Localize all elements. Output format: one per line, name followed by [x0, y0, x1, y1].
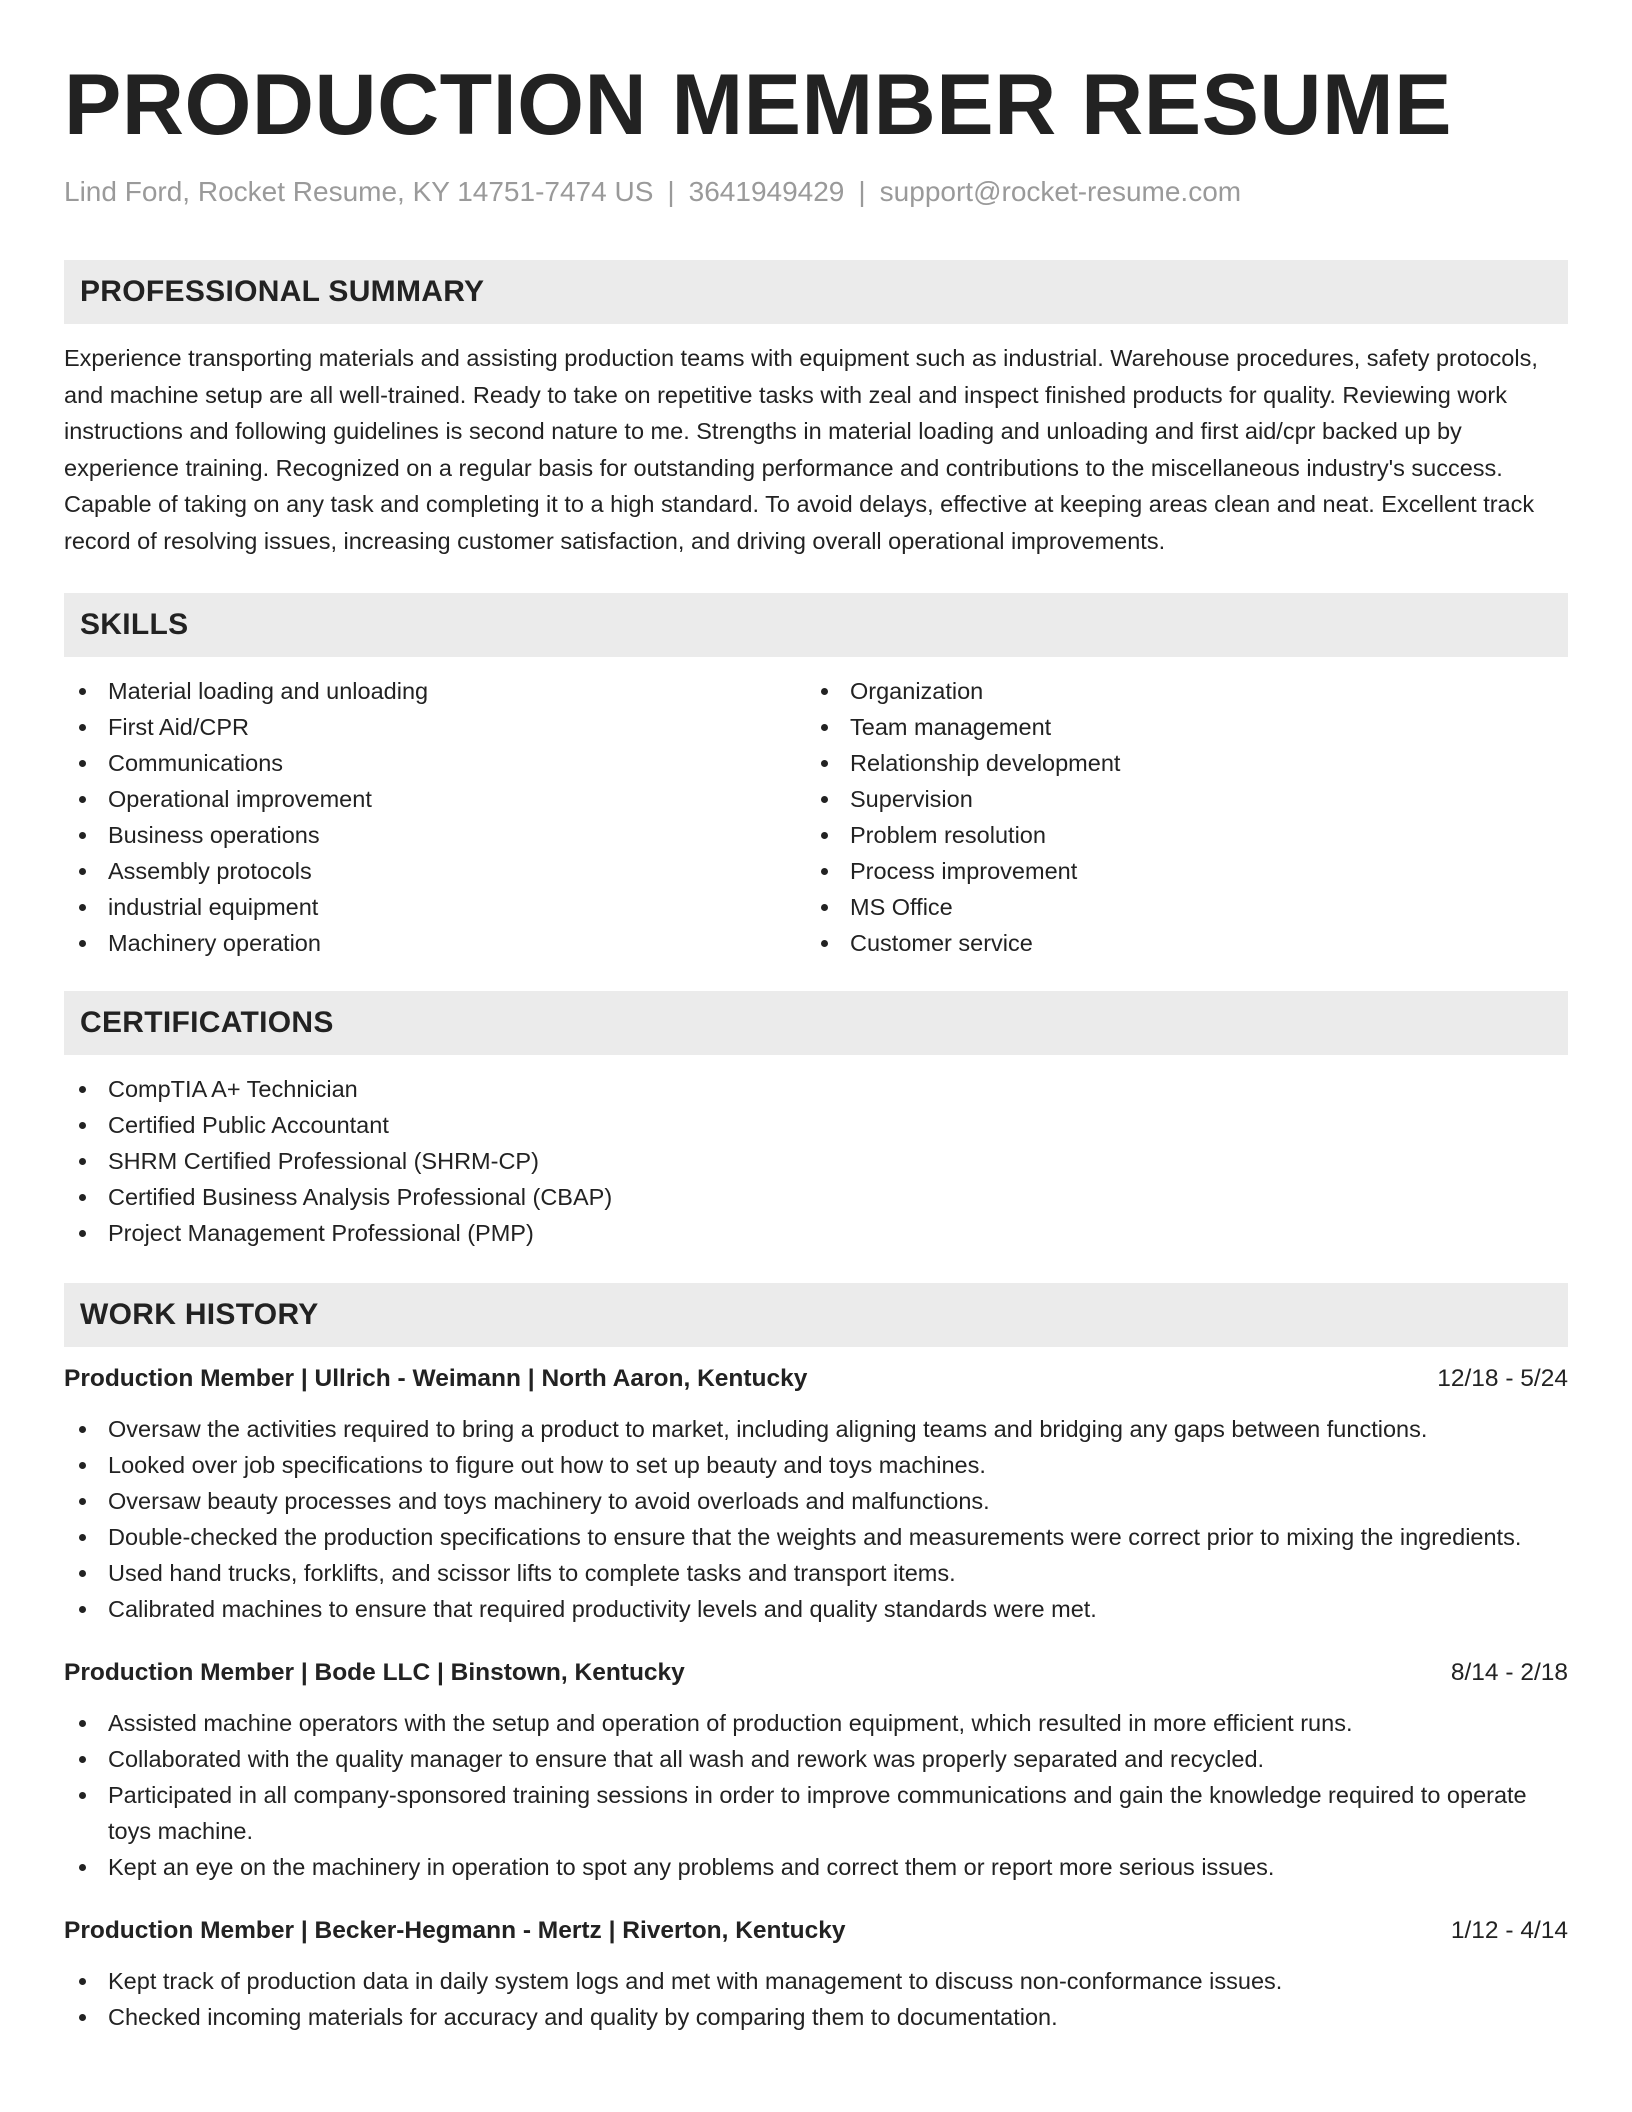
contact-email: support@rocket-resume.com	[879, 176, 1242, 207]
summary-text: Experience transporting materials and assisting production teams with equipment such as industrial. Warehouse procedures, safety protocols, and machine setup are all well-trained. Ready to take on repetitive tasks with zeal and inspect finished products for quality. Reviewing work instructions and following guidelines is second nature to me. Strengths in material loading and unloading and first aid/cpr backed up by experience training. Recognized on a regular basis for outstanding performance and contributions to the miscellaneous industry's success. Capable of taking on any task and completing it to a high standard. To avoid delays, effective at keeping areas clean and neat. Excellent track record of resolving issues, increasing customer satisfaction, and driving overall operational improvements.	[64, 345, 1538, 554]
skill-item: Assembly protocols	[64, 853, 806, 889]
job-title: Production Member | Ullrich - Weimann | North Aaron, Kentucky	[64, 1365, 808, 1392]
section-heading-certifications: CERTIFICATIONS	[64, 991, 1568, 1055]
skill-item: Customer service	[806, 925, 1548, 961]
job-bullet: Collaborated with the quality manager to ensure that all wash and rework was properly separated and recycled.	[64, 1741, 1568, 1777]
job-header	[64, 1917, 1568, 1945]
skill-item: Process improvement	[806, 853, 1548, 889]
section-heading-summary: PROFESSIONAL SUMMARY	[64, 260, 1568, 324]
skill-item: First Aid/CPR	[64, 709, 806, 745]
job-bullet: Looked over job specifications to figure out how to set up beauty and toys machines.	[64, 1447, 1568, 1483]
job-bullet: Oversaw the activities required to bring a product to market, including aligning teams and bridging any gaps between functions.	[64, 1411, 1568, 1447]
certification-item: CompTIA A+ Technician	[64, 1071, 1568, 1107]
job-bullet: Calibrated machines to ensure that required productivity levels and quality standards were met.	[64, 1591, 1568, 1627]
job-header	[64, 1365, 1568, 1393]
skill-item: Team management	[806, 709, 1548, 745]
job-bullet: Oversaw beauty processes and toys machinery to avoid overloads and malfunctions.	[64, 1483, 1568, 1519]
contact-separator: |	[858, 176, 866, 207]
skill-item: Operational improvement	[64, 781, 806, 817]
certification-item: Project Management Professional (PMP)	[64, 1215, 1568, 1251]
job-dates: 12/18 - 5/24	[1437, 1365, 1568, 1392]
skills-columns	[64, 673, 1568, 961]
job-title: Production Member | Becker-Hegmann - Mertz | Riverton, Kentucky	[64, 1917, 846, 1944]
job-bullet: Assisted machine operators with the setup and operation of production equipment, which resulted in more efficient runs.	[64, 1705, 1568, 1741]
skill-item: MS Office	[806, 889, 1548, 925]
skill-item: Communications	[64, 745, 806, 781]
job-title: Production Member | Bode LLC | Binstown, Kentucky	[64, 1659, 685, 1686]
job-header	[64, 1659, 1568, 1687]
job-entry	[64, 1917, 1568, 2035]
job-entry	[64, 1365, 1568, 1627]
contact-line	[64, 176, 1568, 208]
skill-item: industrial equipment	[64, 889, 806, 925]
job-dates: 8/14 - 2/18	[1450, 1659, 1568, 1686]
skill-item: Supervision	[806, 781, 1548, 817]
contact-separator: |	[667, 176, 675, 207]
certifications-list	[64, 1071, 1568, 1251]
contact-address: Lind Ford, Rocket Resume, KY 14751-7474 US	[64, 176, 654, 207]
skill-item: Material loading and unloading	[64, 673, 806, 709]
section-heading-skills: SKILLS	[64, 593, 1568, 657]
job-bullet: Kept an eye on the machinery in operation to spot any problems and correct them or report more serious issues.	[64, 1849, 1568, 1885]
page-title: PRODUCTION MEMBER RESUME	[64, 57, 1453, 153]
job-bullet: Participated in all company-sponsored training sessions in order to improve communications and gain the knowledge required to operate toys machine.	[64, 1777, 1568, 1849]
certification-item: Certified Business Analysis Professional (CBAP)	[64, 1179, 1568, 1215]
skill-item: Business operations	[64, 817, 806, 853]
certification-item: Certified Public Accountant	[64, 1107, 1568, 1143]
skill-item: Relationship development	[806, 745, 1548, 781]
skills-list-left	[64, 673, 806, 961]
job-entry	[64, 1659, 1568, 1885]
skill-item: Machinery operation	[64, 925, 806, 961]
job-bullets	[64, 1411, 1568, 1627]
contact-phone: 3641949429	[688, 176, 845, 207]
skill-item: Organization	[806, 673, 1548, 709]
job-bullet: Double-checked the production specifications to ensure that the weights and measurements were correct prior to mixing the ingredients.	[64, 1519, 1568, 1555]
skill-item: Problem resolution	[806, 817, 1548, 853]
job-bullet: Kept track of production data in daily system logs and met with management to discuss non-conformance issues.	[64, 1963, 1568, 1999]
job-bullets	[64, 1963, 1568, 2035]
job-bullets	[64, 1705, 1568, 1885]
job-bullet: Checked incoming materials for accuracy and quality by comparing them to documentation.	[64, 1999, 1568, 2035]
section-heading-work-history: WORK HISTORY	[64, 1283, 1568, 1347]
skills-list-right	[806, 673, 1548, 961]
job-dates: 1/12 - 4/14	[1450, 1917, 1568, 1944]
certification-item: SHRM Certified Professional (SHRM-CP)	[64, 1143, 1568, 1179]
job-bullet: Used hand trucks, forklifts, and scissor lifts to complete tasks and transport items.	[64, 1555, 1568, 1591]
